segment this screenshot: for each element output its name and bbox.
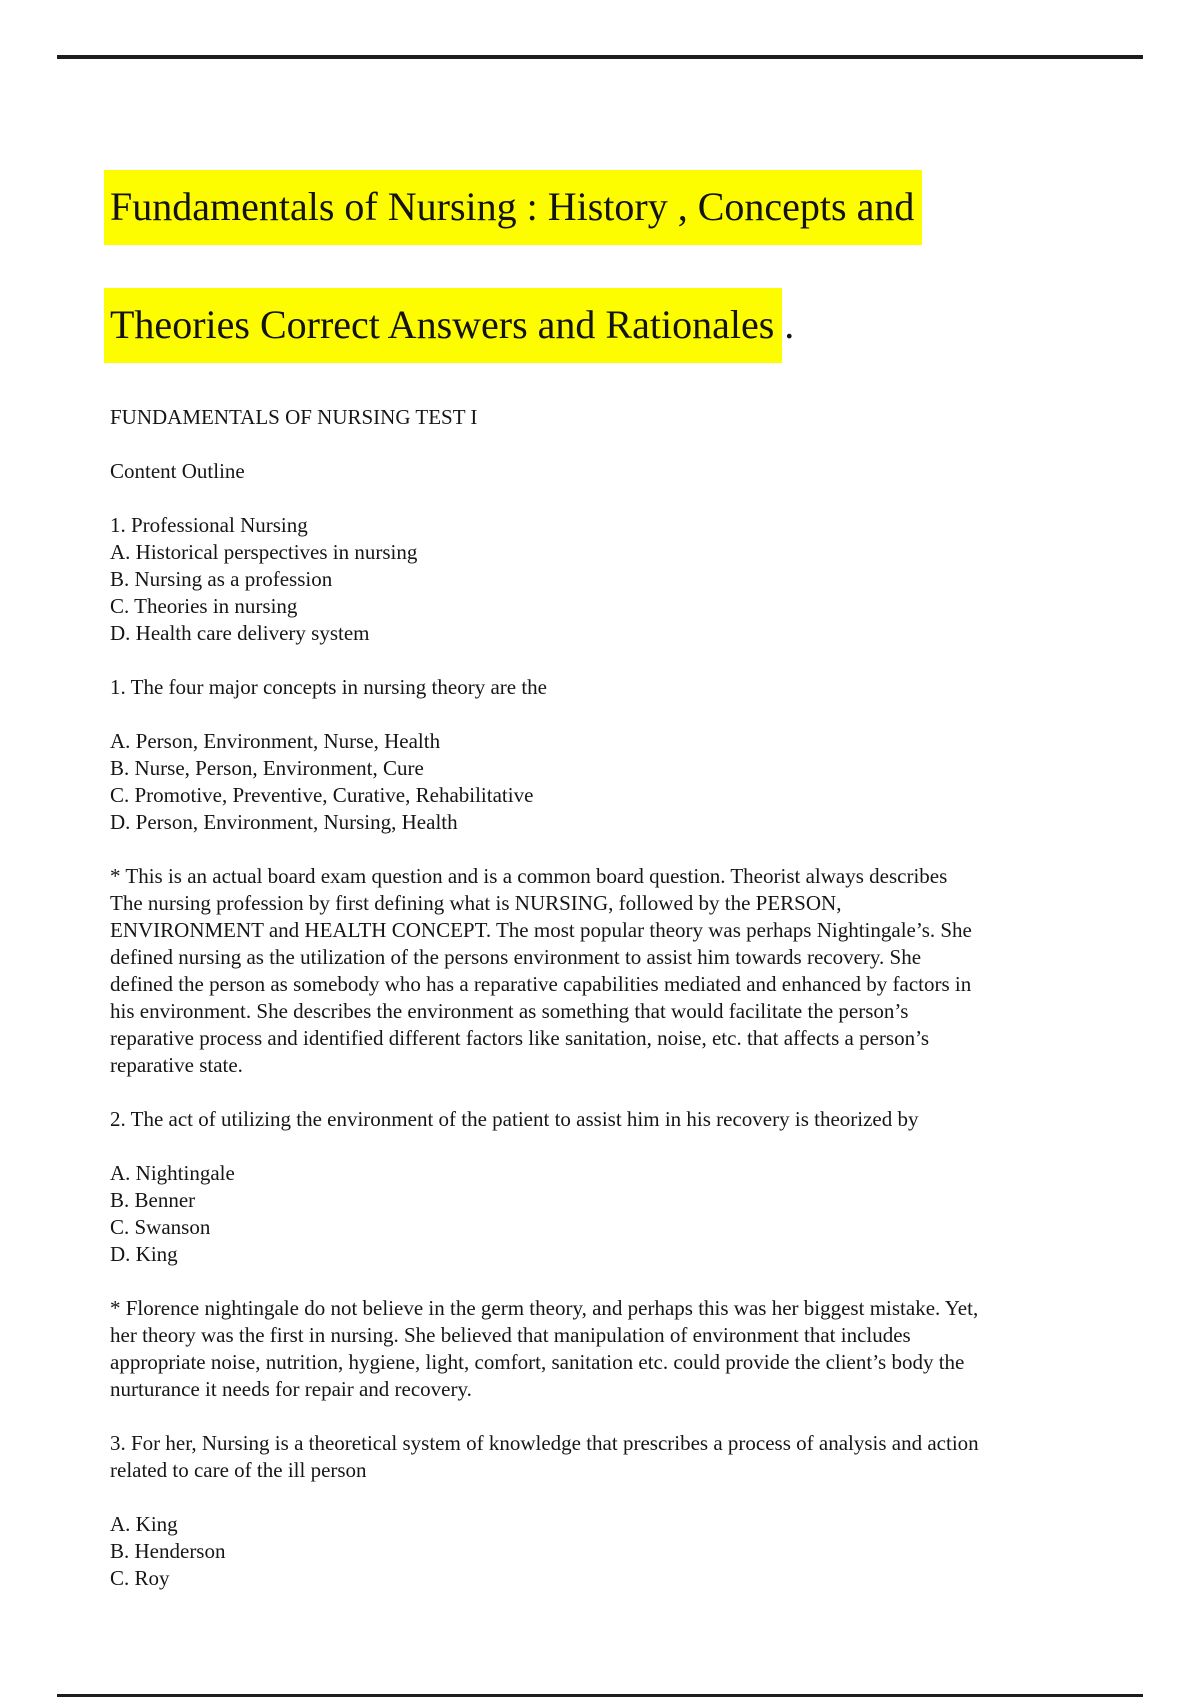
text-line: B. Nursing as a profession [110, 567, 333, 591]
content-outline-heading [110, 458, 1120, 485]
question-1 [110, 674, 1120, 701]
question-2 [110, 1106, 1120, 1133]
text-line: reparative state. [110, 1053, 243, 1077]
text-line: A. King [110, 1512, 178, 1536]
rationale-2 [110, 1295, 1120, 1403]
text-line: her theory was the first in nursing. She believed that manipulation of environment that includes [110, 1323, 911, 1347]
question-3-choices [110, 1511, 1120, 1592]
text-line: reparative process and identified different factors like sanitation, noise, etc. that affects a person’s [110, 1026, 930, 1050]
document-body [110, 404, 1120, 1592]
text-line: ENVIRONMENT and HEALTH CONCEPT. The most popular theory was perhaps Nightingale’s. She [110, 918, 972, 942]
text-line: defined the person as somebody who has a reparative capabilities mediated and enhanced by factors in [110, 972, 972, 996]
title-highlight-1: Fundamentals of Nursing : History , Concepts and [104, 170, 922, 245]
text-line: C. Theories in nursing [110, 594, 298, 618]
text-line: D. Health care delivery system [110, 621, 370, 645]
text-line: defined nursing as the utilization of the persons environment to assist him towards recovery. She [110, 945, 922, 969]
text-line: * Florence nightingale do not believe in the germ theory, and perhaps this was her biggest mistake. Yet, [110, 1296, 979, 1320]
question-1-choices [110, 728, 1120, 836]
document-title-line-1 [104, 183, 922, 230]
title-highlight-2: Theories Correct Answers and Rationales [104, 288, 782, 363]
text-line: Content Outline [110, 459, 245, 483]
text-line: A. Person, Environment, Nurse, Health [110, 729, 441, 753]
text-line: C. Roy [110, 1566, 170, 1590]
top-rule [57, 55, 1143, 59]
text-line: B. Henderson [110, 1539, 226, 1563]
text-line: C. Swanson [110, 1215, 211, 1239]
text-line: The nursing profession by first defining what is NURSING, followed by the PERSON, [110, 891, 842, 915]
text-line: C. Promotive, Preventive, Curative, Rehabilitative [110, 783, 534, 807]
text-line: B. Benner [110, 1188, 196, 1212]
rationale-1 [110, 863, 1120, 1079]
text-line: 1. The four major concepts in nursing theory are the [110, 675, 547, 699]
text-line: B. Nurse, Person, Environment, Cure [110, 756, 424, 780]
text-line: his environment. She describes the environment as something that would facilitate the person’s [110, 999, 909, 1023]
text-line: * This is an actual board exam question and is a common board question. Theorist always describes [110, 864, 948, 888]
document-title-line-2 [104, 301, 794, 348]
text-line: A. Nightingale [110, 1161, 235, 1185]
title-period: . [784, 302, 795, 347]
text-line: D. Person, Environment, Nursing, Health [110, 810, 458, 834]
text-line: A. Historical perspectives in nursing [110, 540, 418, 564]
content-outline-list [110, 512, 1120, 647]
text-line: related to care of the ill person [110, 1458, 367, 1482]
question-2-choices [110, 1160, 1120, 1268]
text-line: 1. Professional Nursing [110, 513, 308, 537]
text-line: appropriate noise, nutrition, hygiene, light, comfort, sanitation etc. could provide the client’s body the [110, 1350, 965, 1374]
question-3 [110, 1430, 1120, 1484]
bottom-rule [57, 1694, 1143, 1697]
text-line: D. King [110, 1242, 178, 1266]
text-line: FUNDAMENTALS OF NURSING TEST I [110, 405, 478, 429]
text-line: 2. The act of utilizing the environment of the patient to assist him in his recovery is theorized by [110, 1107, 919, 1131]
text-line: nurturance it needs for repair and recovery. [110, 1377, 472, 1401]
test-heading [110, 404, 1120, 431]
text-line: 3. For her, Nursing is a theoretical system of knowledge that prescribes a process of analysis and action [110, 1431, 979, 1455]
